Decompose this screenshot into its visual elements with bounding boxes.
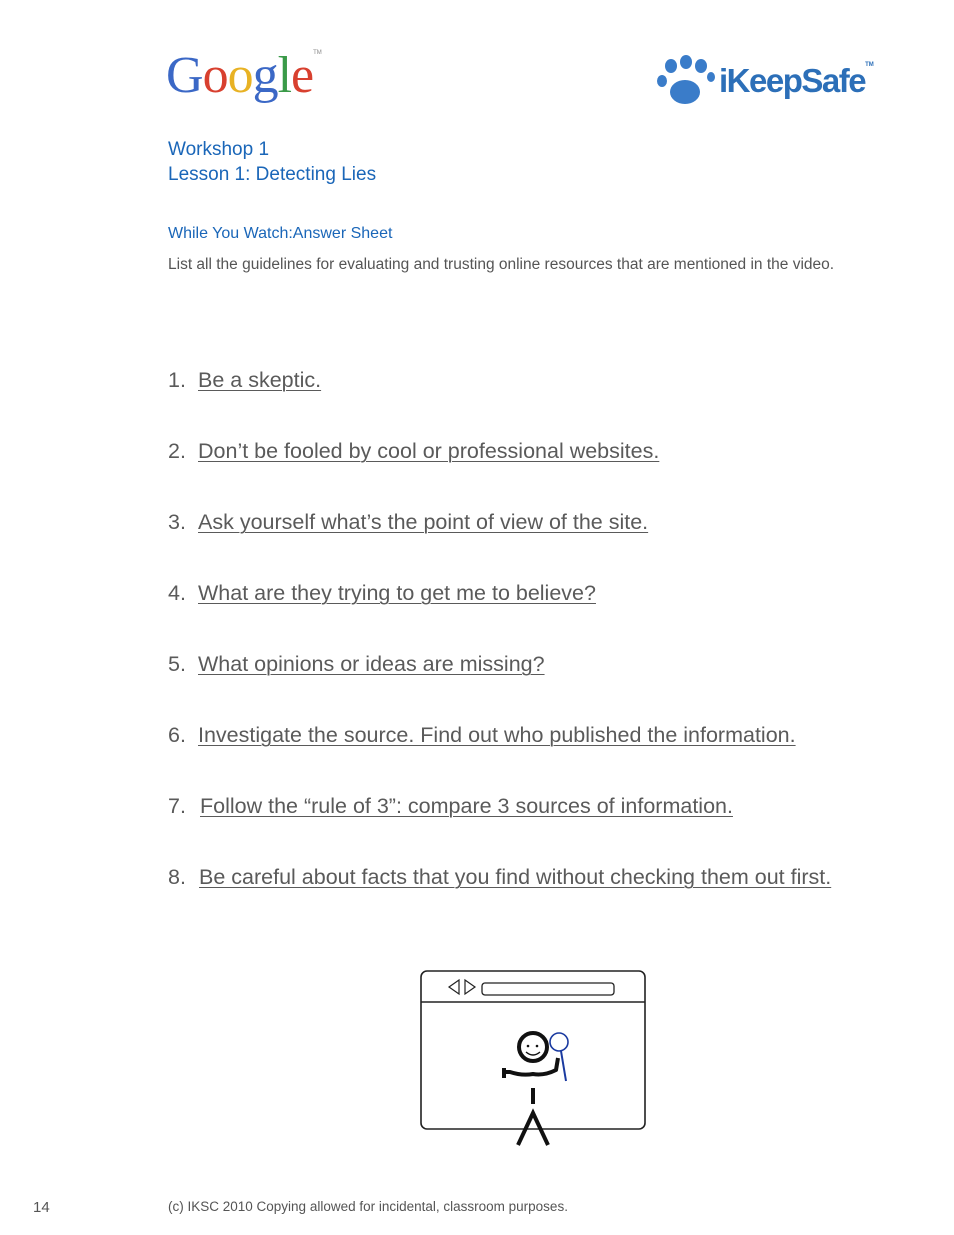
list-item: [168, 581, 831, 652]
lesson-title: Lesson 1: Detecting Lies: [168, 164, 377, 185]
answer-list: [168, 368, 831, 936]
google-logo: [166, 47, 322, 104]
item-number: 4.: [168, 581, 186, 605]
item-text: Be a skeptic.: [198, 368, 322, 392]
google-letter: o: [227, 47, 253, 104]
list-item: [168, 865, 831, 936]
list-item: [168, 510, 831, 581]
browser-stick-figure-illustration: [418, 968, 648, 1150]
item-number: 2.: [168, 439, 186, 463]
google-letter: G: [166, 47, 203, 104]
item-text: What opinions or ideas are missing?: [198, 652, 545, 676]
item-number: 5.: [168, 652, 186, 676]
item-number: 6.: [168, 723, 186, 747]
item-text: Be careful about facts that you find without checking them out first.: [199, 865, 832, 889]
google-letter: l: [277, 47, 292, 104]
ikeepsafe-name: iKeepSafe: [719, 62, 866, 99]
google-letter: e: [291, 47, 314, 104]
item-text: What are they trying to get me to believe?: [198, 581, 596, 605]
google-trademark: TM: [313, 50, 322, 56]
item-text: Ask yourself what’s the point of view of the site.: [198, 510, 649, 534]
copyright-footer: (c) IKSC 2010 Copying allowed for incidental, classroom purposes.: [168, 1199, 568, 1214]
workshop-title: Workshop 1: [168, 139, 270, 160]
item-number: 7.: [168, 794, 186, 818]
item-number: 8.: [168, 865, 186, 889]
ikeepsafe-wordmark: [719, 62, 874, 100]
google-letter: o: [202, 47, 228, 104]
item-text: Follow the “rule of 3”: compare 3 sources of information.: [200, 794, 733, 818]
google-letter: g: [252, 47, 278, 104]
list-item: [168, 439, 831, 510]
list-item: [168, 368, 831, 439]
item-number: 1.: [168, 368, 186, 392]
lesson-header: [168, 137, 376, 187]
list-item: [168, 652, 831, 723]
list-item: [168, 723, 831, 794]
list-item: [168, 794, 831, 865]
item-number: 3.: [168, 510, 186, 534]
ikeepsafe-logo: [655, 55, 874, 107]
page-number: 14: [33, 1199, 50, 1216]
item-text: Don’t be fooled by cool or professional websites.: [198, 439, 660, 463]
instructions-text: List all the guidelines for evaluating and trusting online resources that are mentioned in the video.: [168, 256, 835, 273]
item-text: Investigate the source. Find out who published the information.: [198, 723, 796, 747]
ikeepsafe-trademark: TM: [865, 62, 874, 68]
paw-icon: [655, 55, 717, 107]
address-bar: [482, 983, 614, 995]
section-title: While You Watch:Answer Sheet: [168, 225, 393, 242]
